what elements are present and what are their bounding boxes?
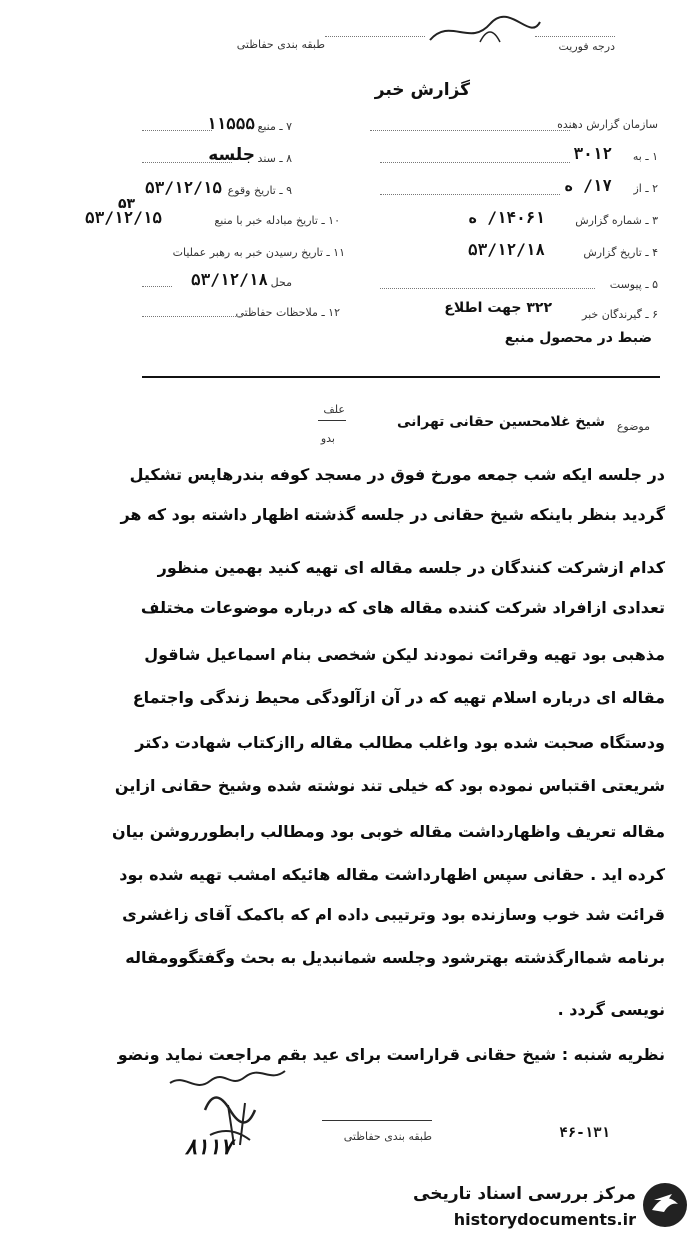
field-source-label: ۷ ـ منبع: [257, 120, 292, 133]
subject-side-line: [318, 420, 346, 421]
body-line: مذهبی بود تهیه وقرائت نمودند لیکن شخصی بنام اسماعیل شاقول: [144, 645, 665, 664]
field-to-label: ۱ ـ به: [632, 150, 658, 163]
archive-name: مرکز بررسی اسناد تاریخی: [413, 1184, 636, 1204]
field-security-notes-line: [142, 316, 242, 317]
archive-logo: [640, 1180, 690, 1230]
footer-handwritten: ۸۱۱۷: [185, 1135, 233, 1160]
priority-label: درجه فوریت: [558, 40, 615, 53]
subject-side-top: علف: [323, 403, 345, 416]
classification-label: طبقه بندی حفاظتی: [236, 38, 325, 51]
body-line: کرده اید . حقانی سپس اظهارداشت مقاله هائیکه امشب تهیه شده بود: [119, 865, 665, 884]
body-line: گردید بنظر باینکه شیخ حقانی در جلسه گذشته اظهار داشته بود که هر: [120, 505, 665, 524]
field-attachment-label: ۵ ـ پیوست: [609, 278, 658, 291]
org-label: سازمان گزارش دهنده: [557, 118, 658, 131]
footer-code: ۴۶-۱۳۱: [559, 1125, 610, 1141]
priority-line: [535, 36, 615, 37]
subject-value: شیخ غلامحسین حقانی تهرانی: [397, 414, 605, 430]
field-place-line: [142, 286, 172, 287]
body-line: در جلسه ایکه شب جمعه مورخ فوق در مسجد کوفه بندرهاپس تشکیل: [129, 465, 665, 484]
body-line: مقاله تعریف واظهارداشت مقاله خوبی بود ومطالب رابطورروشن بیان: [112, 822, 665, 841]
field-from-label: ۲ ـ از: [633, 182, 658, 195]
body-line: شریعتی اقتباس نموده بود که خیلی تند نوشته شده وشیخ حقانی ازاین: [114, 776, 665, 795]
field-occurrence-date-label: ۹ ـ تاریخ وقوع: [227, 184, 292, 197]
top-handwritten-mark: [420, 12, 550, 52]
field-report-number-value: ۱۴۰۶۱/ ه: [467, 208, 545, 227]
field-source-line: [142, 130, 212, 131]
margin-note: ۵۳: [118, 196, 136, 212]
footer-classification-line: [322, 1120, 432, 1121]
body-line: کدام ازشرکت کنندگان در جلسه مقاله ای تهیه کنید بهمین منظور: [157, 558, 665, 577]
field-report-date-value: ۵۳/۱۲/۱۸: [467, 240, 545, 259]
field-recipients-note: ضبط در محصول منبع: [504, 330, 652, 346]
field-place-value: ۵۳/۱۲/۱۸: [190, 270, 268, 289]
field-recipients-label: ۶ ـ گیرندگان خبر: [582, 308, 658, 321]
field-recipients-value: ۳۲۲ جهت اطلاع: [444, 300, 552, 316]
field-source-value: ۱۱۵۵۵: [206, 114, 255, 133]
field-attachment-line: [380, 288, 595, 289]
field-arrival-date-label: ۱۱ ـ تاریخ رسیدن خبر به رهبر عملیات: [172, 246, 345, 259]
field-doc-label: ۸ ـ سند: [257, 152, 292, 165]
body-line: تعدادی ازافراد شرکت کننده مقاله های که درباره موضوعات مختلف: [140, 598, 665, 617]
classification-line: [325, 36, 425, 37]
footer-classification-label: طبقه بندی حفاظتی: [343, 1130, 432, 1143]
body-line: قرائت شد خوب وسازنده بود وترتیبی داده ام که باکمک آقای زاغشری: [122, 905, 665, 924]
field-report-number-label: ۳ ـ شماره گزارش: [575, 214, 658, 227]
field-report-date-label: ۴ ـ تاریخ گزارش: [583, 246, 658, 259]
subject-label: موضوع: [616, 420, 650, 433]
field-security-notes-label: ۱۲ ـ ملاحظات حفاظتی: [235, 306, 340, 319]
body-line: برنامه شماارگذشته بهترشود وجلسه شمانبدیل به بحث وگفتگوومقاله: [125, 948, 665, 967]
body-line: ودستگاه صحبت شده بود واغلب مطالب مقاله راازکتاب شهادت دکتر: [135, 733, 665, 752]
form-title: گزارش خبر: [374, 80, 470, 100]
field-exchange-date-label: ۱۰ ـ تاریخ مبادله خبر با منبع: [214, 214, 340, 227]
field-doc-value: جلسه: [208, 145, 255, 165]
field-to-line: [380, 162, 570, 163]
field-from-value: ۱۷/ ه: [563, 176, 612, 195]
field-occurrence-date-value: ۵۳/۱۲/۱۵: [144, 178, 222, 197]
body-line: نظریه شنبه : شیخ حقانی قراراست برای عید بقم مراجعت نماید ونضو: [117, 1045, 665, 1064]
field-from-line: [380, 194, 560, 195]
body-line: نویسی گردد .: [557, 1000, 665, 1019]
body-line: مقاله ای درباره اسلام تهیه که در آن ازآلودگی محیط زندگی واجتماع: [132, 688, 665, 707]
field-place-label: محل: [270, 276, 292, 289]
subject-side-bottom: بدو: [320, 432, 335, 445]
header-divider: [142, 376, 660, 378]
org-line: [370, 130, 570, 131]
field-doc-line: [142, 162, 232, 163]
field-exchange-date-value: ۵۳/۱۲/۱۵: [84, 208, 162, 227]
field-to-value: ۳۰۱۲: [573, 144, 612, 163]
archive-url: historydocuments.ir: [453, 1210, 636, 1229]
